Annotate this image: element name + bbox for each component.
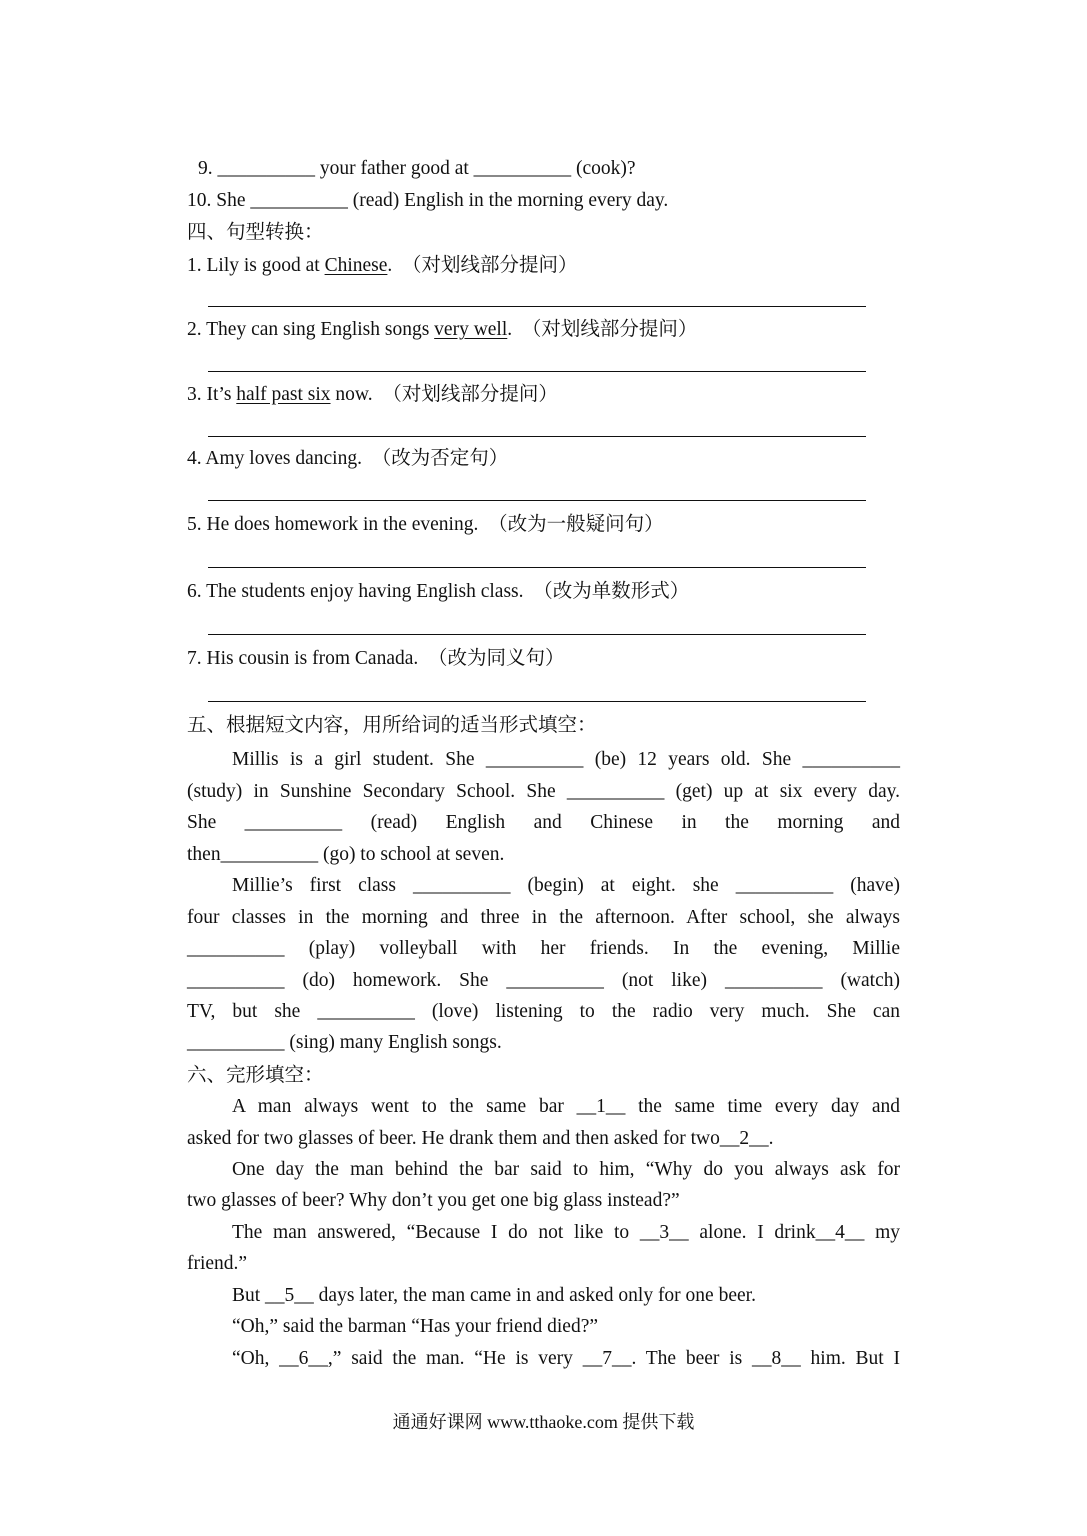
s6-line-9: “Oh, __6__,” said the man. “He is very __7__. The beer is __8__ him. But I <box>232 1348 900 1369</box>
s5-line-6: four classes in the morning and three in the afternoon. After school, she always <box>187 907 900 928</box>
answer-line-7 <box>208 701 866 702</box>
s4-q2-text: 2. They can sing English songs <box>187 319 435 340</box>
s4-q3-underlined: half past six <box>236 384 331 405</box>
s4-question-4: 4. Amy loves dancing. （改为否定句） <box>187 448 509 469</box>
answer-line-4 <box>208 500 866 501</box>
answer-line-5 <box>208 567 866 568</box>
section6-heading: 六、完形填空： <box>187 1065 324 1086</box>
s5-line-5: Millie’s first class __________ (begin) at eight. she __________ (have) <box>232 875 900 896</box>
s5-line-2: (study) in Sunshine Secondary School. She __________ (get) up at six every day. <box>187 781 900 802</box>
answer-line-3 <box>208 436 866 437</box>
s4-question-7: 7. His cousin is from Canada. （改为同义句） <box>187 648 565 669</box>
s6-line-4: two glasses of beer? Why don’t you get one big glass instead?” <box>187 1190 680 1211</box>
page-footer: 通通好课网 www.tthaoke.com 提供下载 <box>392 1412 695 1432</box>
s6-line-8: “Oh,” said the barman “Has your friend died?” <box>232 1316 599 1337</box>
s4-question-5: 5. He does homework in the evening. （改为一般疑问句） <box>187 514 664 535</box>
s5-line-7: __________ (play) volleyball with her friends. In the evening, Millie <box>187 938 900 959</box>
question-9: 9. __________ your father good at __________ (cook)? <box>198 158 636 179</box>
s4-question-1 <box>187 254 578 278</box>
section4-heading: 四、句型转换： <box>187 222 324 243</box>
answer-line-6 <box>208 634 866 635</box>
s4-q3-instruction: now. （对划线部分提问） <box>330 384 558 405</box>
s4-question-3 <box>187 383 558 407</box>
question-10: 10. She __________ (read) English in the morning every day. <box>187 190 669 211</box>
s6-line-5: The man answered, “Because I do not like to __3__ alone. I drink__4__ my <box>232 1222 900 1243</box>
s5-line-8: __________ (do) homework. She __________ (not like) __________ (watch) <box>187 970 900 991</box>
section5-heading: 五、根据短文内容，用所给词的适当形式填空： <box>187 715 597 736</box>
s4-q2-underlined: very well <box>434 319 508 340</box>
answer-line-2 <box>208 371 866 372</box>
s6-line-2: asked for two glasses of beer. He drank them and then asked for two__2__. <box>187 1128 774 1149</box>
s5-line-9: TV, but she __________ (love) listening to the radio very much. She can <box>187 1001 900 1022</box>
s4-question-2 <box>187 318 697 342</box>
s4-question-6: 6. The students enjoy having English class. （改为单数形式） <box>187 581 690 602</box>
s6-line-6: friend.” <box>187 1253 248 1274</box>
s6-line-3: One day the man behind the bar said to him, “Why do you always ask for <box>232 1159 900 1180</box>
s5-line-10: __________ (sing) many English songs. <box>187 1032 502 1053</box>
s4-q2-instruction: . （对划线部分提问） <box>507 319 698 340</box>
s4-q1-text: 1. Lily is good at <box>187 255 325 276</box>
s4-q1-instruction: . （对划线部分提问） <box>387 255 578 276</box>
s5-line-1: Millis is a girl student. She __________ (be) 12 years old. She __________ <box>232 749 900 770</box>
s5-line-3: She __________ (read) English and Chinese in the morning and <box>187 812 900 833</box>
s5-line-4: then__________ (go) to school at seven. <box>187 844 505 865</box>
s6-line-7: But __5__ days later, the man came in and asked only for one beer. <box>232 1285 756 1306</box>
answer-line-1 <box>208 306 866 307</box>
s4-q1-underlined: Chinese <box>324 255 388 276</box>
s6-line-1: A man always went to the same bar __1__ the same time every day and <box>232 1096 900 1117</box>
s4-q3-text: 3. It’s <box>187 384 237 405</box>
